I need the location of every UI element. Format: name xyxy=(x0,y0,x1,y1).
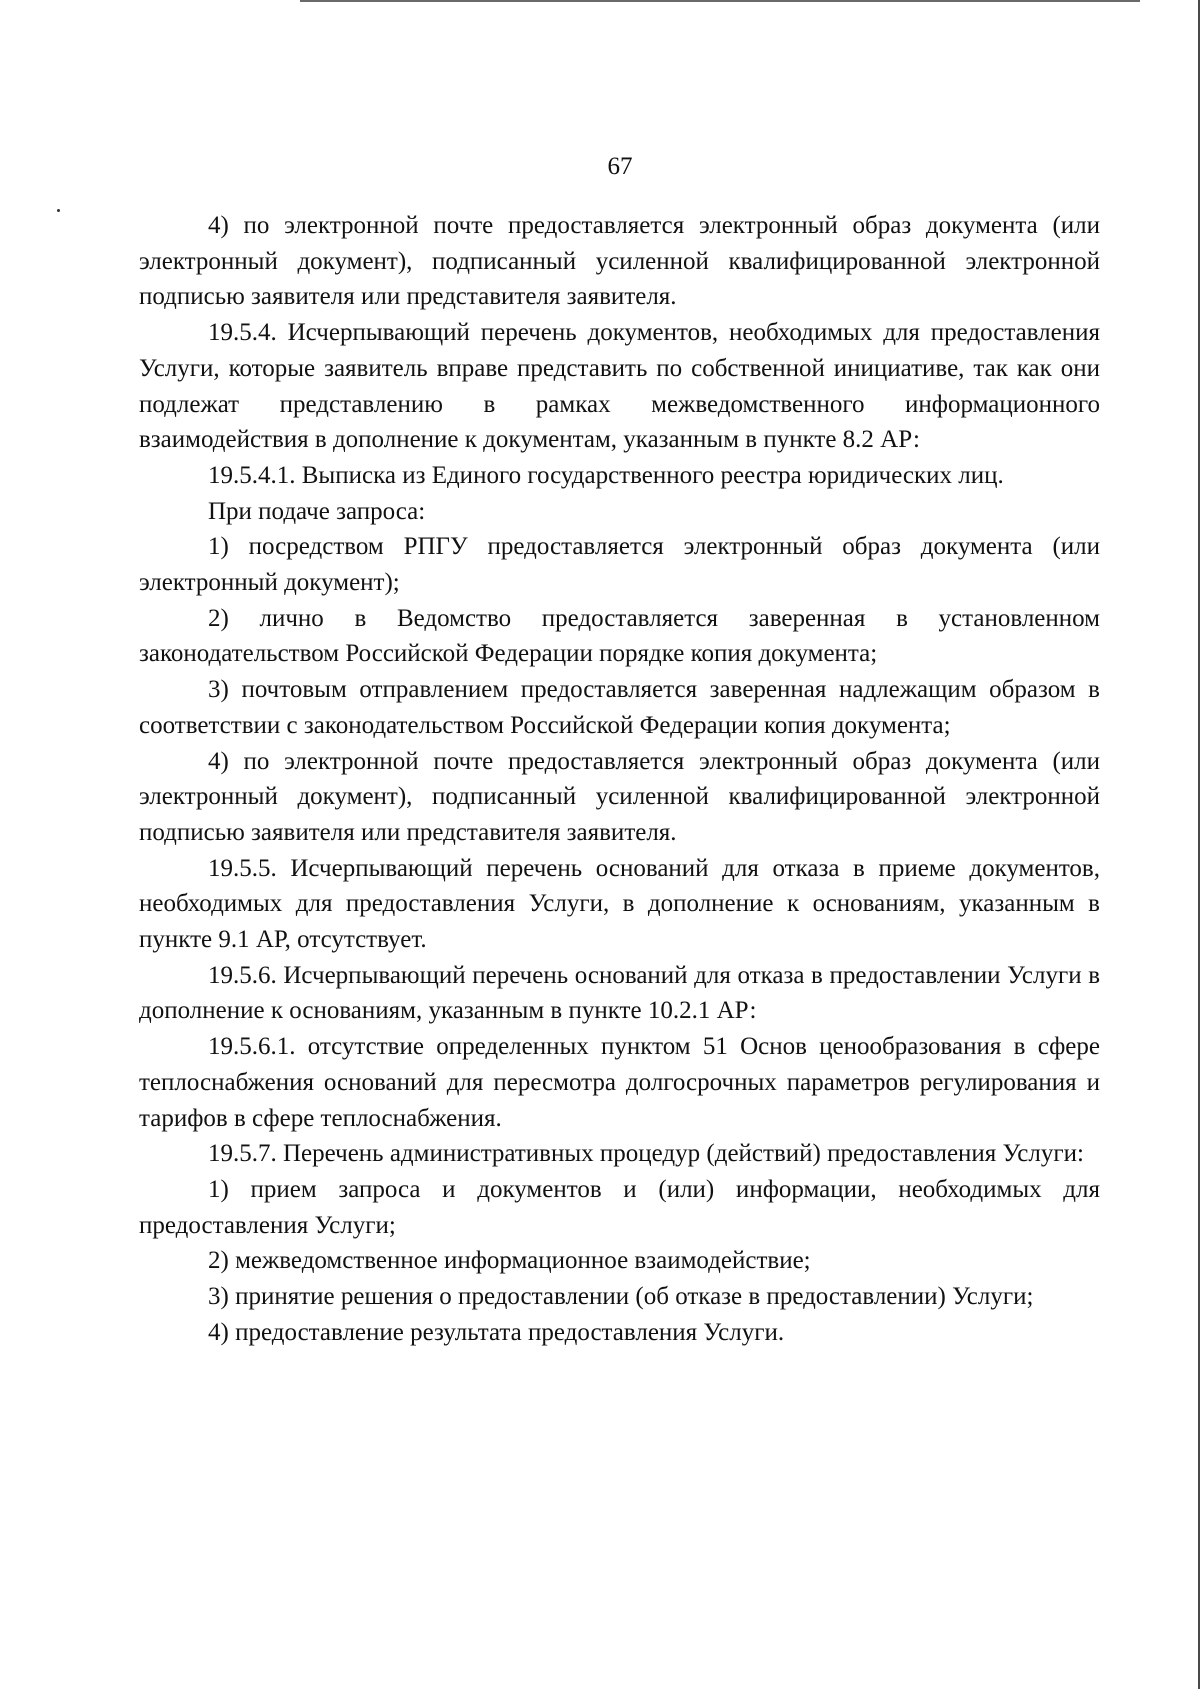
page-number: 67 xyxy=(607,153,633,180)
paragraph-procedure-3: 3) принятие решения о предоставлении (об отказе в предоставлении) Услуги; xyxy=(208,1283,1034,1311)
paragraph-item-4-email-1: 4) по электронной почте предоставляется электронный образ документа (или электронный документ), подписанный усиленной квалифицированной электронной подписью заявителя или представителя заявителя. xyxy=(139,212,1100,311)
document-body xyxy=(139,208,1100,1351)
paragraph-19-5-6: 19.5.6. Исчерпывающий перечень оснований для отказа в предоставлении Услуги в дополнение к основаниям, указанным в пункте 10.2.1 АР: xyxy=(139,961,1100,1025)
paragraph-procedure-1: 1) прием запроса и документов и (или) информации, необходимых для предоставления Услуги; xyxy=(139,1175,1100,1239)
paragraph-request-submission: При подаче запроса: xyxy=(208,497,426,525)
paragraph-19-5-4-1: 19.5.4.1. Выписка из Единого государственного реестра юридических лиц. xyxy=(208,461,1004,489)
paragraph-19-5-7: 19.5.7. Перечень административных процедур (действий) предоставления Услуги: xyxy=(208,1140,1084,1168)
paragraph-item-4-email-2: 4) по электронной почте предоставляется электронный образ документа (или электронный документ), подписанный усиленной квалифицированной электронной подписью заявителя или представителя заявителя. xyxy=(139,747,1100,846)
scan-speck xyxy=(57,209,60,212)
scan-edge-top xyxy=(300,0,1140,2)
paragraph-procedure-2: 2) межведомственное информационное взаимодействие; xyxy=(208,1247,811,1275)
paragraph-item-3-post: 3) почтовым отправлением предоставляется заверенная надлежащим образом в соответствии с законодательством Российской Федерации копия документа; xyxy=(139,676,1100,739)
paragraph-19-5-6-1: 19.5.6.1. отсутствие определенных пунктом 51 Основ ценообразования в сфере теплоснабжения оснований для пересмотра долгосрочных параметров регулирования и тарифов в сфере теплоснабжения. xyxy=(139,1033,1100,1132)
paragraph-item-1-rpgu: 1) посредством РПГУ предоставляется электронный образ документа (или электронный документ); xyxy=(139,533,1100,597)
paragraph-procedure-4: 4) предоставление результата предоставления Услуги. xyxy=(208,1318,785,1346)
paragraph-19-5-4: 19.5.4. Исчерпывающий перечень документов, необходимых для предоставления Услуги, которые заявитель вправе представить по собственной инициативе, так как они подлежат представлению в рамках межведомственного информационного взаимодействия в дополнение к документам, указанным в пункте 8.2 АР: xyxy=(139,319,1100,454)
paragraph-item-2-in-person: 2) лично в Ведомство предоставляется заверенная в установленном законодательством Российской Федерации порядке копия документа; xyxy=(139,604,1100,668)
paragraph-19-5-5: 19.5.5. Исчерпывающий перечень оснований для отказа в приеме документов, необходимых для предоставления Услуги, в дополнение к основаниям, указанным в пункте 9.1 АР, отсутствует. xyxy=(139,854,1100,954)
